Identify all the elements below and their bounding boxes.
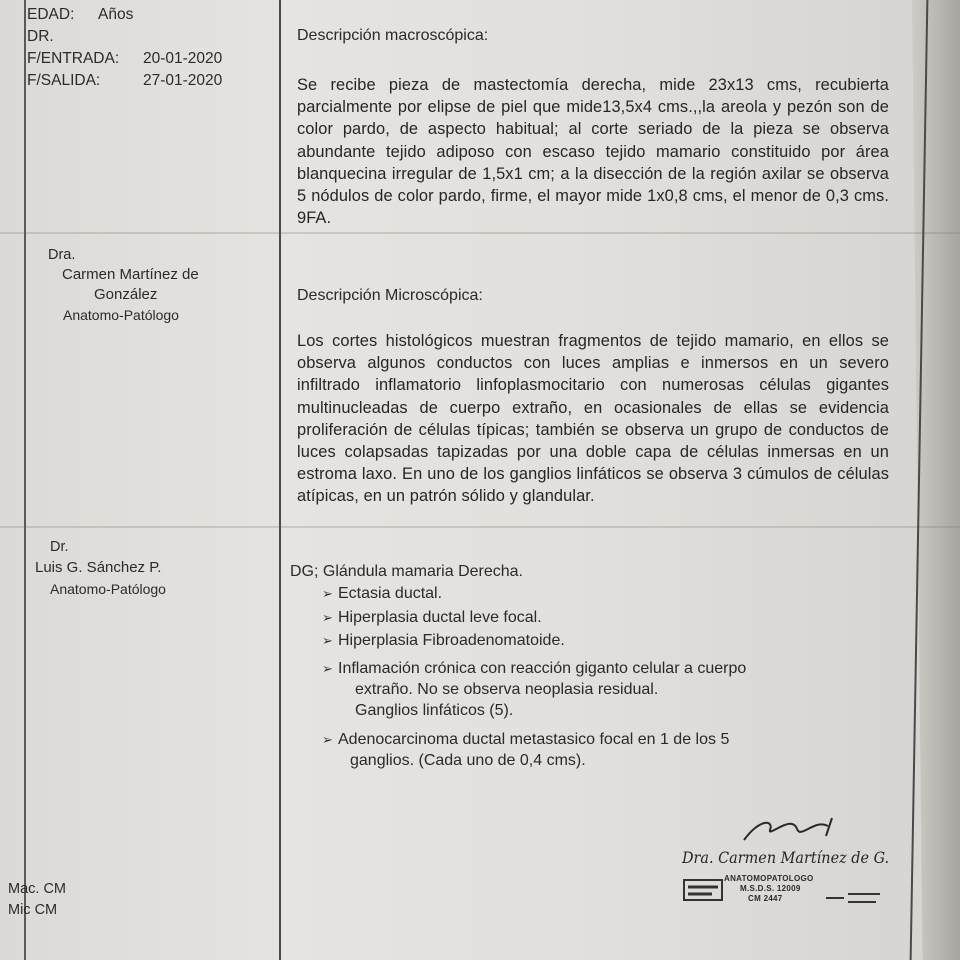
signature-name: Dra. Carmen Martínez de G. xyxy=(682,848,890,867)
doctor1-role: Anatomo-Patólogo xyxy=(63,307,179,323)
diagnosis-item: ➢ Adenocarcinoma ductal metastasico focal en 1 de los 5 xyxy=(322,729,729,751)
doctor2-name: Luis G. Sánchez P. xyxy=(35,559,162,576)
doctor1-name-cont: González xyxy=(94,286,158,303)
arrow-right-icon: ➢ xyxy=(322,633,333,648)
micro-description: Los cortes histológicos muestran fragmentos de tejido mamario, en ellos se observa algunos conductos con luces amplias e inmersos en un severo infiltrado inflamatorio linfoplasmocitario con numerosas células gigantes multinucleadas de cuerpo extraño, en ocasionales de ellas se evidencia proliferación de células típicas; también se observa un grupo de conductos de luces colapsadas tapizadas por una doble capa de células inmersas en un estroma laxo. En uno de los ganglios linfáticos se observa 3 cúmulos de células atípicas, en un patrón sólido y glandular. xyxy=(297,332,889,506)
macro-description: Se recibe pieza de mastectomía derecha, mide 23x13 cms, recubierta parcialmente por elipse de piel que mide13,5x4 cms.,,la areola y pezón son de color pardo, de aspecto habitual; al corte seriado de la pieza se observa abundante tejido adiposo con escaso tejido mamario constituido por área blanquecina irregular de 1,5x1 cm; a la disección de la región axilar se observa 5 nódulos de color pardo, firme, el mayor mide 1x0,8 cms, el menor de 0,3 cms. 9FA. xyxy=(297,76,889,228)
macro-title: Descripción macroscópica: xyxy=(297,27,489,44)
stamp-seal-icon xyxy=(682,876,726,906)
arrow-right-icon: ➢ xyxy=(322,610,333,625)
arrow-right-icon: ➢ xyxy=(322,732,333,747)
diagnosis-item: ➢ Inflamación crónica con reacción giganto celular a cuerpo xyxy=(322,658,746,680)
diagnosis-item: ➢ Hiperplasia Fibroadenomatoide. xyxy=(322,630,565,652)
column-divider-line xyxy=(279,0,281,960)
entrada-date: 20-01-2020 xyxy=(143,50,223,67)
paper-fold-line xyxy=(0,232,960,234)
stamp-line: CM 2447 xyxy=(748,894,783,903)
diagnosis-item: ➢ Ectasia ductal. xyxy=(322,583,442,605)
stamp-line: M.S.D.S. 12009 xyxy=(740,884,801,893)
salida-date: 27-01-2020 xyxy=(143,72,223,89)
doctor1-name: Carmen Martínez de xyxy=(62,266,199,283)
left-border-line xyxy=(24,0,26,960)
stamp-line: ANATOMOPATOLOGO xyxy=(724,874,814,883)
arrow-right-icon: ➢ xyxy=(322,661,333,676)
diagnosis-item: ➢ Hiperplasia ductal leve focal. xyxy=(322,607,542,629)
edad-value: Años xyxy=(98,6,134,23)
arrow-right-icon: ➢ xyxy=(322,586,333,601)
entrada-label: F/ENTRADA: xyxy=(27,50,120,67)
salida-label: F/SALIDA: xyxy=(27,72,101,89)
micro-title: Descripción Microscópica: xyxy=(297,287,483,304)
footer-mac: Mac. CM xyxy=(8,881,66,897)
handwritten-signature-icon xyxy=(740,812,860,848)
diagnosis-item-cont: extraño. No se observa neoplasia residual. xyxy=(355,681,659,698)
diagnosis-item-cont: ganglios. (Cada uno de 0,4 cms). xyxy=(350,752,586,769)
doctor1-title: Dra. xyxy=(48,247,76,263)
paper-fold-line xyxy=(0,526,960,528)
diagnosis-title: DG; Glándula mamaria Derecha. xyxy=(290,563,523,580)
edad-label: EDAD: xyxy=(27,6,75,23)
footer-mic: Mic CM xyxy=(8,902,58,918)
dr-label: DR. xyxy=(27,28,54,45)
diagnosis-item-cont: Ganglios linfáticos (5). xyxy=(355,702,514,719)
stamp-scribble-icon xyxy=(824,884,884,908)
doctor2-role: Anatomo-Patólogo xyxy=(50,581,166,597)
doctor2-title: Dr. xyxy=(50,539,69,555)
signature-stamp xyxy=(678,812,888,912)
